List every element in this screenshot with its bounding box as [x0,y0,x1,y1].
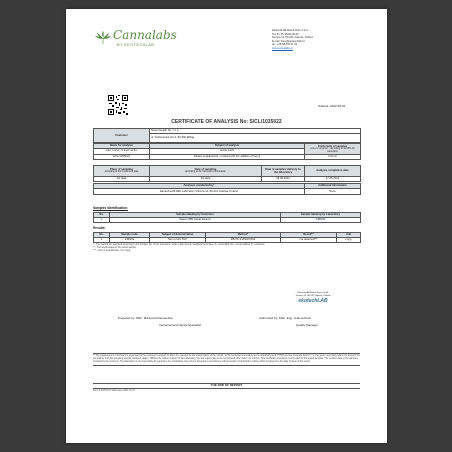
prepared-label: Prepared by: [118,316,136,320]
prepared-by [118,317,172,321]
prepared-role: Instrumental Analysis Specialist [159,323,202,327]
footnote: ** - The result relates to the tested sample [93,246,136,249]
completion-header: Analysis completion date [305,166,361,177]
result-no: 1. [94,238,110,243]
samples-identification-table [93,212,361,223]
authorized-role: Quality Manager [296,323,319,327]
place-header [94,166,150,177]
conducted-value: EkotechLAB R&D Laboratory Fiszera 14, 80-231 Gdańsk, Poland [94,189,305,195]
sample-no: 1. [94,218,110,223]
basis-subheader: order number, contract number [94,149,150,155]
sample-lab-label: 1459/22 [281,218,361,223]
result-subject: Sum of Δ9-THC [150,238,206,243]
cannabis-leaf-icon [94,31,112,45]
sample-code-header: Sample code [110,233,150,238]
qr-code [108,95,128,115]
table-row [94,218,361,223]
basis-header: Basis for analysis [94,144,150,149]
conformity-value: Correct [305,155,361,160]
unit-header: Unit [337,233,361,238]
table-row [94,238,361,243]
customer-address: ul. Sobieniecka 4/1-2, 82-300 Elbląg [150,134,361,143]
sample-no-header: No. [94,213,110,218]
company-name: EkotechLAB Marek Klein S.K.A. [272,29,309,32]
form-id: Form F-02/PO-01 Valid since 2021-07-17 [93,390,135,392]
sample-customer-label: Sweet CBD sweet dreams [110,218,281,223]
phone: tel.: +48 58 300 01 00 [272,43,298,46]
place-subtitle: according to the Customer's data [104,171,139,174]
footnote: *** - Limit of quantification <0.1 mg/g [93,249,131,252]
conducted-table [93,183,361,195]
logo-wordmark: Cannalabs [113,28,177,42]
date-header [150,166,262,177]
disclaimer: ** The measurement uncertainty is expressed at the customer's request, or when it is relevant for the interpretation of the results, as the expanded uncertainty at the probability level of 95% and the coverage factor k = 2, the given uncertainty takes into account the uncertainty from the sampling and the transport stages. Without the written consent of the Laboratory, the test report may not be reproduced other than in its entirety. This Certificate of analysis is only valid for the tested samples. The results relate to the samples provided by the customer. The laboratory is not responsible for sampling. Any complaints may only be accepted in accordance with procedure if submitted in writing within 14 days from the date of issue of the report. [93,353,360,366]
conformity-header [305,144,361,155]
date-value: No data [150,177,262,182]
authorized-label: Authorized by: [259,316,279,320]
conformity-subtitle: correct / incorrect - according to 10/1PO-02 instruction [310,147,355,153]
subject-header: Subject of analysis [150,144,305,149]
email: E-mail: biuro@ekotechlab.pl [272,39,305,43]
samples-identification-heading: Samples identification: [93,206,128,210]
result-header: Result** [281,233,337,238]
lab-label-header: Sample labeling by Laboratory [281,213,361,218]
sampling-table [93,165,361,182]
subject-value: Dietary supplements - product with the addition of hemp [150,155,305,160]
customer-table [93,128,361,143]
customer-name: Sweet Health Sp. z o.o. [150,129,361,134]
end-of-report: THE END OF REPORT [93,383,360,389]
completion-value: 17.05.2022 [305,177,361,182]
address: Fiszera 14, 80-231 Gdansk, Poland [272,36,313,39]
conducted-header: Analyses conducted by: [94,184,305,189]
delivery-value: 29.05.2022 [262,177,305,182]
date-title: Date of sampling [194,168,217,171]
delivery-header: Date of samples' delivery to the laboratory [262,166,305,177]
tax-id: Tax ID: PL 9521114133 [272,32,299,36]
website-link[interactable]: www.cannalabs.pl [272,46,293,50]
stamp-address: Fiszera 14, 80-231 Gdansk, Poland [295,294,331,297]
place-value: No data [94,177,150,182]
authorized-name: MSc. Eng. Joanna Klein [279,316,312,320]
method-header: Method* [206,233,281,238]
analysis-table [93,143,361,160]
additional-info-header: Additional information [305,184,361,189]
authorized-by [259,317,311,321]
customer-label-header: Sample labeling by Customer [110,213,281,218]
prepared-name: MSc. Martyna Dziemieszka [136,316,173,320]
certificate-page [66,9,387,443]
result-unit: mg/g [337,238,361,243]
conformity-title: Conformity of samples [317,144,348,148]
result-no-header: No. [94,233,110,238]
subject-subheader: sample matrix [150,149,305,155]
stamp-brand: ekotechLAB [298,297,328,304]
result-value: not detected*** [281,238,337,243]
results-table [93,232,361,243]
lab-stamp [288,292,338,304]
basis-value: Z/CL/1035I/22 [94,155,150,160]
logo-subtitle: BY EKOTECHLAB [117,42,155,47]
additional-info-value: None [305,189,361,195]
customer-label: Customer [94,129,150,143]
result-sample-code: 1459/22 [110,238,150,243]
place-date: Gdańsk, 2022-08-02 [318,104,346,108]
contact-block [272,29,352,50]
place-title: Place of sampling [110,168,133,171]
results-footnotes [93,244,360,252]
stamp-company: EkotechLAB Marek Klein S.K.A. [297,292,329,294]
results-heading: Results: [93,226,106,230]
result-method: PB-CL-2.2019/CINA [206,238,281,243]
date-subtitle: according to the Customer's information [185,171,226,174]
footnote: * - The method No. assigned according to the formula: No. of test procedure / issue / date issued / analytical technique / A - accredited, NA - not accredited, P - proposed [93,244,265,246]
certificate-title: CERTIFICATE OF ANALYSIS No: S/CL/1035I/22 [171,119,282,125]
determination-header: Subject of determination [150,233,206,238]
